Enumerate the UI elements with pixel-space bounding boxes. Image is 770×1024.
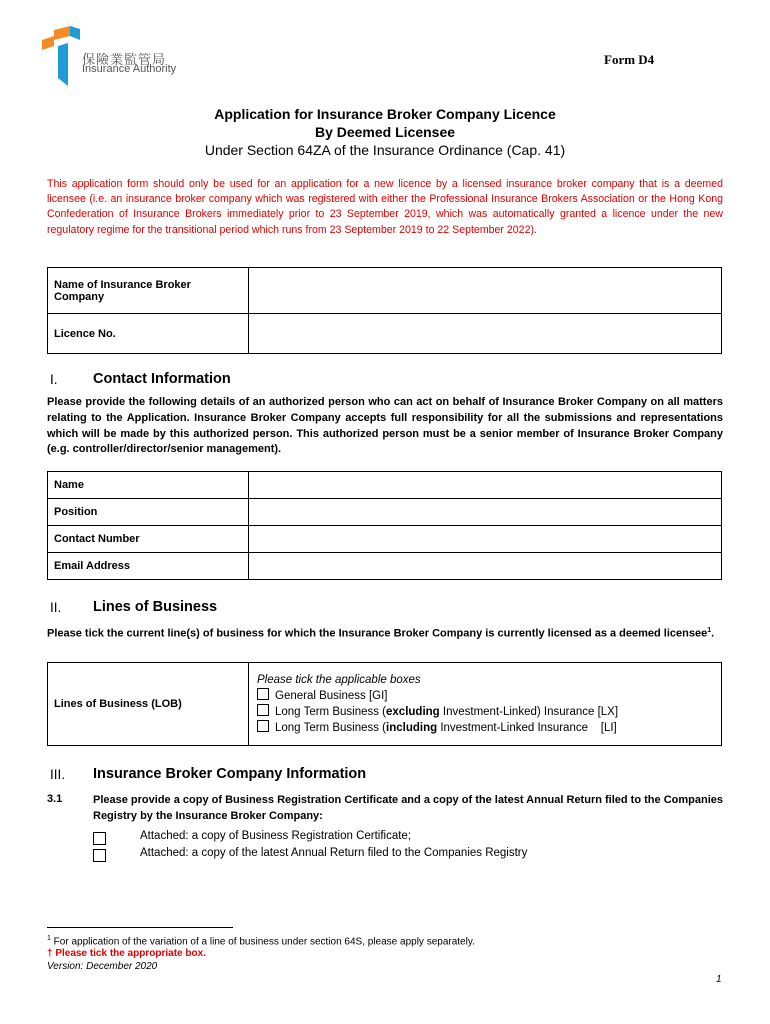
section-1-instructions: Please provide the following details of an authorized person who can act on behalf of Insurance Broker Company on all matters relating to the Application. Insurance Broker Company accepts full responsibility for all the submissions and representations which will be made by this authorized person. This authorized person must be a senior member of Insurance Broker Company (e.g. controller/director/senior management).: [47, 396, 723, 456]
form-legal-basis: Under Section 64ZA of the Insurance Ordinance (Cap. 41): [204, 142, 566, 158]
dagger-note: † Please tick the appropriate box.: [47, 948, 206, 959]
form-number: Form D4: [604, 52, 655, 67]
attach-brc-label: Attached: a copy of Business Registration Certificate;: [140, 830, 412, 842]
email-address-label: Email Address: [48, 553, 249, 580]
company-details-table: [47, 267, 722, 354]
company-name-field[interactable]: [249, 268, 722, 314]
item-3-1-number: 3.1: [47, 793, 63, 805]
lob-instruction: Please tick the applicable boxes: [257, 674, 421, 686]
lob-options-cell: [249, 663, 722, 746]
section-1-title: Contact Information: [93, 371, 231, 387]
lob-option-gi[interactable]: General Business [GI]: [257, 688, 713, 704]
contact-name-label: Name: [48, 472, 249, 499]
licence-no-label: Licence No.: [48, 314, 249, 354]
lob-option-li[interactable]: Long Term Business (including Investment-Linked Insurance [LI]: [257, 720, 713, 736]
contact-position-label: Position: [48, 499, 249, 526]
contact-position-field[interactable]: [249, 499, 722, 526]
form-title: Application for Insurance Broker Company Licence: [214, 106, 556, 122]
lines-of-business-table: [47, 662, 722, 746]
contact-name-field[interactable]: [249, 472, 722, 499]
footnote-divider: [47, 927, 233, 928]
attach-brc-checkbox[interactable]: [93, 831, 112, 849]
lx-checkbox[interactable]: [257, 704, 269, 716]
contact-info-table: [47, 471, 722, 580]
footnote-1: $^1$ For application of the variation of a line of business under section 64S, please apply separately.: [47, 935, 475, 948]
li-checkbox[interactable]: [257, 720, 269, 732]
section-3-title: Insurance Broker Company Information: [93, 766, 367, 782]
logo-english-name: Insurance Authority: [82, 63, 177, 75]
licence-no-field[interactable]: [249, 314, 722, 354]
company-name-label: Name of Insurance Broker Company: [48, 268, 249, 314]
gi-checkbox[interactable]: [257, 688, 269, 700]
page-number: 1: [716, 974, 722, 985]
section-3-number: III.: [50, 767, 66, 782]
version-label: Version: December 2020: [47, 961, 158, 972]
contact-number-label: Contact Number: [48, 526, 249, 553]
section-2-number: II.: [50, 600, 62, 615]
attach-annual-return-label: Attached: a copy of the latest Annual Return filed to the Companies Registry: [140, 847, 528, 859]
item-3-1-text: Please provide a copy of Business Registration Certificate and a copy of the latest Annual Return filed to the Companies Registry by the Insurance Broker Company:: [93, 794, 723, 822]
section-2-title: Lines of Business: [93, 599, 218, 615]
section-1-number: I.: [50, 372, 58, 387]
footnote-ref: 1: [707, 627, 712, 634]
email-address-field[interactable]: [249, 553, 722, 580]
contact-number-field[interactable]: [249, 526, 722, 553]
logo-chinese-name: 保險業監管局: [82, 52, 167, 67]
attach-annual-return-checkbox[interactable]: [93, 848, 112, 866]
form-subtitle: By Deemed Licensee: [314, 124, 456, 140]
section-2-instructions: Please tick the current line(s) of business for which the Insurance Broker Company is currently licensed as a deemed licensee$^1$.: [47, 627, 715, 640]
intro-notice: This application form should only be used for an application for a new licence by a licensed insurance broker company that is a deemed licensee (i.e. an insurance broker company which was registered with either the Professional Insurance Brokers Association or the Hong Kong Confederation of Insurance Brokers immediately prior to 23 September 2019, which was automatically granted a licence under the new regulatory regime for the transitional period which runs from 23 September 2019 to 22 September 2022).: [47, 178, 723, 236]
lob-label: Lines of Business (LOB): [48, 663, 249, 746]
lob-option-lx[interactable]: Long Term Business (excluding Investment-Linked) Insurance [LX]: [257, 704, 713, 720]
